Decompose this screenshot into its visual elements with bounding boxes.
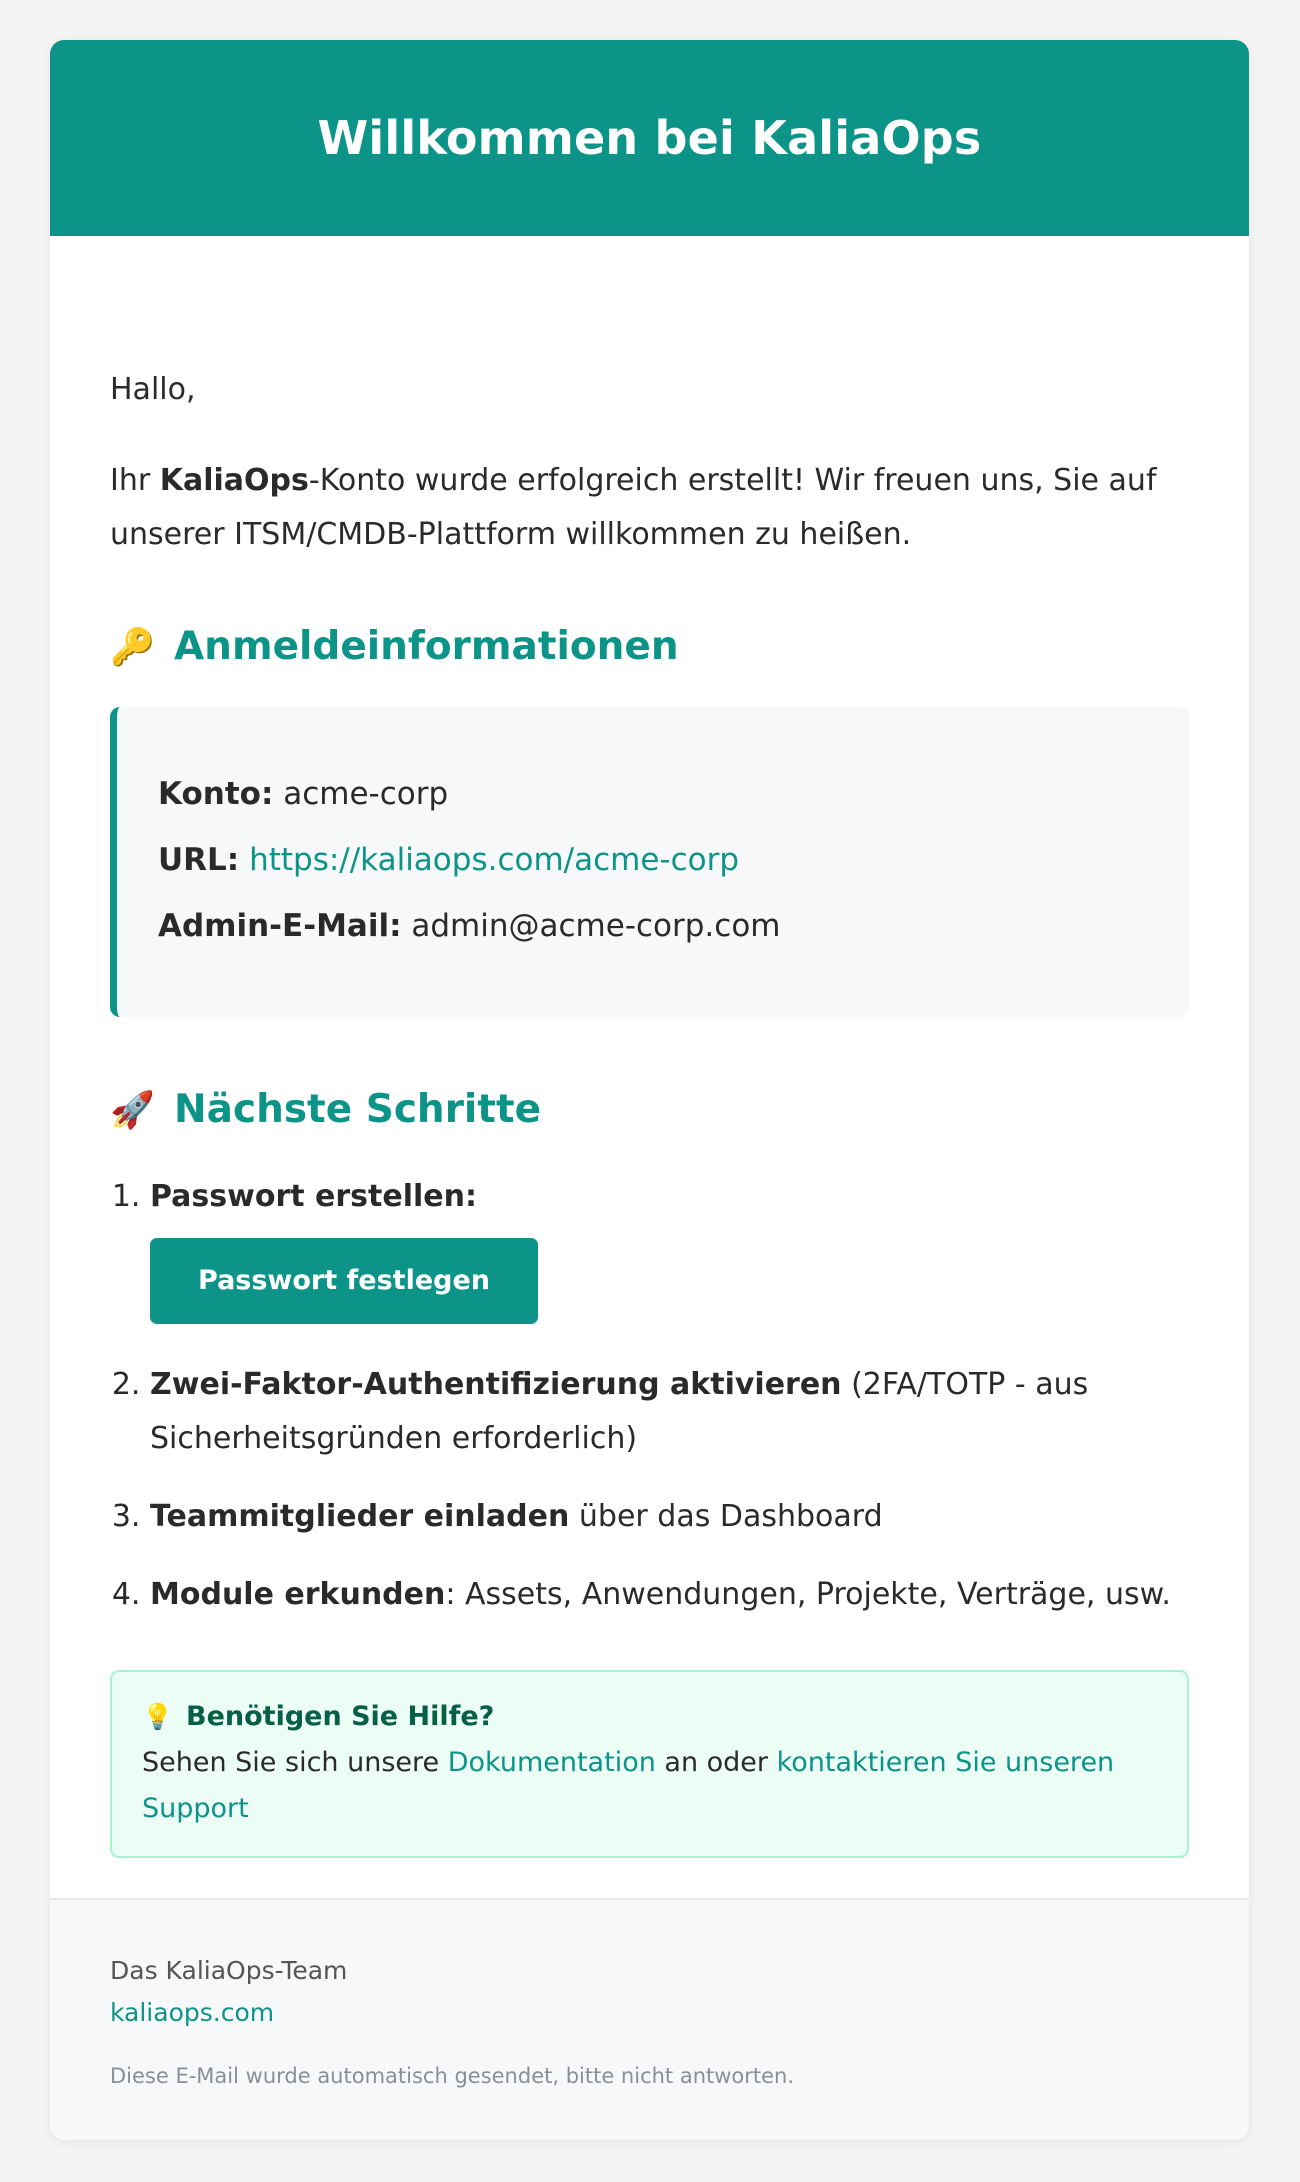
account-label: Konto: — [158, 776, 274, 812]
email-title: Willkommen bei KaliaOps — [317, 111, 982, 165]
email-body — [50, 236, 1249, 1858]
email-card — [50, 40, 1249, 2140]
intro-prefix: Ihr — [110, 463, 160, 498]
step-text: : Assets, Anwendungen, Projekte, Verträge, usw. — [445, 1577, 1171, 1612]
admin-email-row — [158, 893, 1189, 959]
next-steps-title: Nächste Schritte — [174, 1087, 542, 1132]
team-signature: Das KaliaOps-Team — [110, 1956, 348, 1985]
greeting-text: Hallo, — [110, 372, 196, 407]
step-text: (2FA/TOTP - aus Sicherheitsgründen erforderlich) — [150, 1367, 1089, 1456]
auto-send-disclaimer: Diese E-Mail wurde automatisch gesendet, bitte nicht antworten. — [110, 2064, 795, 2088]
support-link[interactable]: kontaktieren Sie unseren Support — [142, 1747, 1115, 1824]
step-bold: Teammitglieder einladen — [150, 1499, 570, 1534]
step-invite-team — [150, 1490, 1189, 1544]
account-value: acme-corp — [283, 776, 449, 812]
account-url-link[interactable]: https://kaliaops.com/acme-corp — [249, 842, 740, 878]
set-password-button[interactable]: Passwort festlegen — [150, 1238, 538, 1324]
admin-email-label: Admin-E-Mail: — [158, 908, 402, 944]
step-bold: Passwort erstellen: — [150, 1179, 477, 1214]
email-footer — [50, 1898, 1249, 2140]
credentials-heading — [110, 624, 1189, 669]
step-enable-2fa — [150, 1358, 1189, 1466]
documentation-link[interactable]: Dokumentation — [447, 1747, 656, 1778]
credentials-box — [110, 707, 1189, 1017]
rocket-icon: 🚀 — [110, 1089, 155, 1131]
url-label: URL: — [158, 842, 240, 878]
key-icon: 🔑 — [110, 626, 155, 668]
help-text — [142, 1740, 1157, 1832]
help-title: Benötigen Sie Hilfe? — [186, 1701, 495, 1732]
intro-suffix: -Konto wurde erfolgreich erstellt! Wir freuen uns, Sie auf unserer ITSM/CMDB-Plattform willkommen zu heißen. — [110, 463, 1157, 552]
intro-brand: KaliaOps — [159, 463, 309, 498]
admin-email-value: admin@acme-corp.com — [411, 908, 781, 944]
account-row — [158, 761, 1189, 827]
help-heading — [142, 1694, 1157, 1740]
intro-paragraph — [110, 454, 1189, 562]
step-bold: Zwei-Faktor-Authentifizierung aktivieren — [150, 1367, 842, 1402]
website-link[interactable]: kaliaops.com — [110, 1998, 275, 2027]
help-box — [110, 1670, 1189, 1858]
help-text-middle: an oder — [655, 1747, 777, 1778]
lightbulb-icon: 💡 — [142, 1702, 174, 1731]
step-create-password — [150, 1170, 1189, 1334]
help-text-prefix: Sehen Sie sich unsere — [142, 1747, 448, 1778]
next-steps-list — [110, 1170, 1189, 1622]
email-header — [50, 40, 1249, 236]
step-explore-modules — [150, 1568, 1189, 1622]
next-steps-heading — [110, 1087, 1189, 1132]
url-row — [158, 827, 1189, 893]
step-text: über das Dashboard — [569, 1499, 883, 1534]
credentials-title: Anmeldeinformationen — [174, 624, 679, 669]
step-bold: Module erkunden — [150, 1577, 446, 1612]
